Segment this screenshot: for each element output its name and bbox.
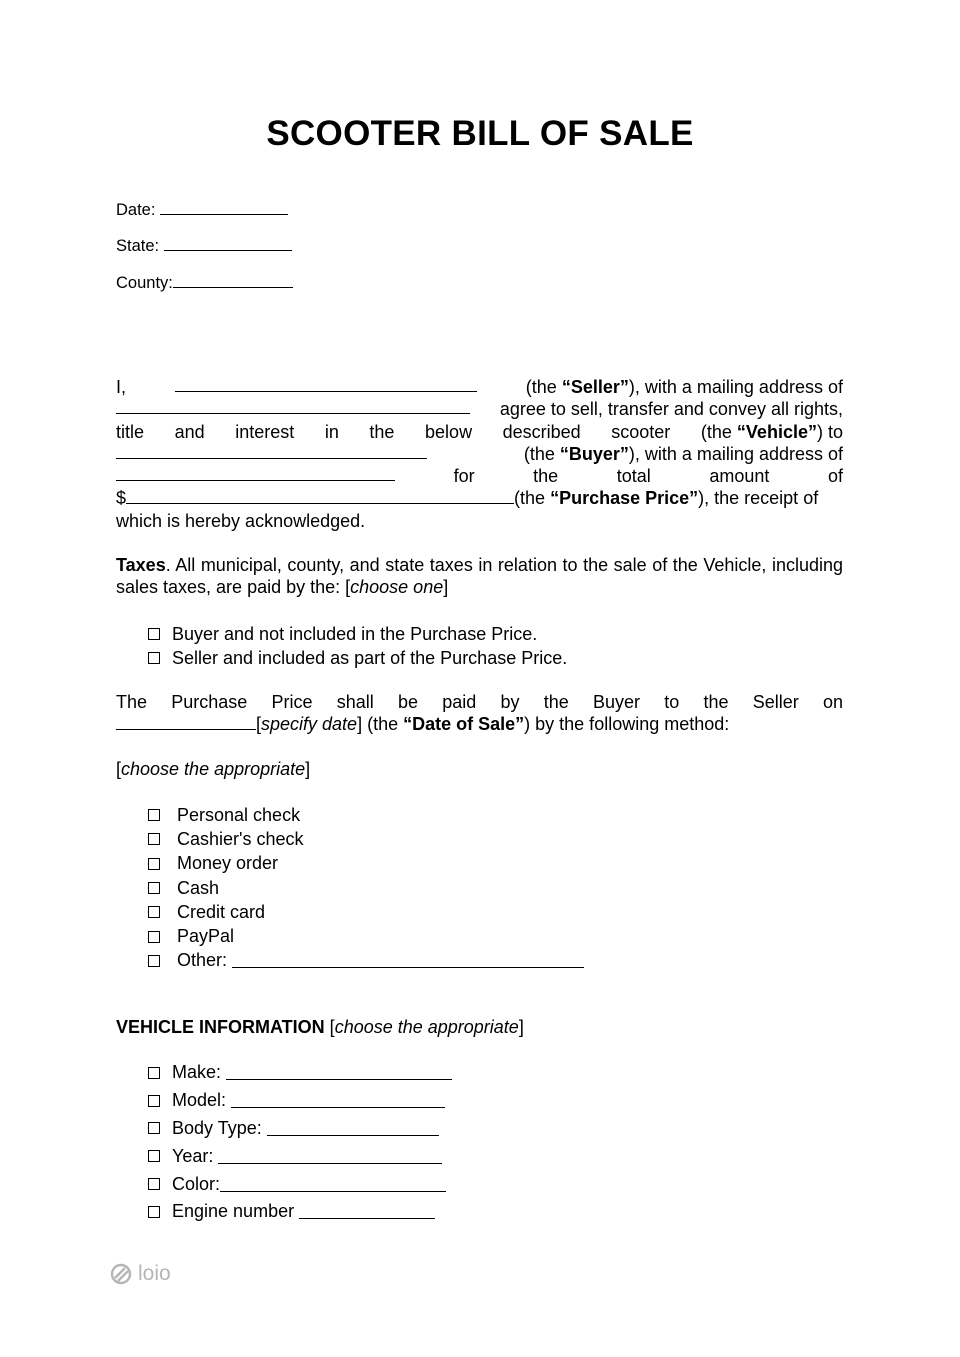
checkbox-icon[interactable] <box>148 882 160 894</box>
buyer-name-blank[interactable] <box>116 443 427 459</box>
vehicle-body-type[interactable]: Body Type: <box>148 1115 452 1143</box>
para-line-2 <box>116 398 843 420</box>
method-credit-card[interactable]: Credit card <box>148 900 584 924</box>
engine-number-blank[interactable] <box>299 1204 435 1219</box>
method-personal-check[interactable]: Personal check <box>148 803 584 827</box>
checkbox-icon[interactable] <box>148 1095 160 1107</box>
vehicle-engine-number[interactable]: Engine number <box>148 1198 452 1226</box>
checkbox-icon[interactable] <box>148 809 160 821</box>
vehicle-clause: (the “Vehicle”) to <box>700 421 843 442</box>
seller-term: “Seller” <box>561 377 629 397</box>
checkbox-icon[interactable] <box>148 652 160 664</box>
para-text-i: I, <box>116 377 127 397</box>
method-cashiers-check[interactable]: Cashier's check <box>148 827 584 851</box>
payment-methods <box>148 803 584 973</box>
buyer-clause: (the “Buyer”), with a mailing address of <box>523 443 843 464</box>
checkbox-icon[interactable] <box>148 955 160 967</box>
buyer-term: “Buyer” <box>559 443 629 464</box>
date-field <box>116 200 288 220</box>
date-blank[interactable] <box>160 200 288 215</box>
choose-instruction: [choose the appropriate] <box>116 759 311 779</box>
vehicle-fields <box>148 1059 452 1226</box>
seller-name-blank[interactable] <box>175 376 477 392</box>
state-field <box>116 236 292 256</box>
vehicle-model[interactable]: Model: <box>148 1087 452 1115</box>
checkbox-icon[interactable] <box>148 628 160 640</box>
method-paypal[interactable]: PayPal <box>148 924 584 948</box>
payment-paragraph <box>116 691 843 736</box>
year-blank[interactable] <box>218 1149 442 1164</box>
payment-line-2: [specify date] (the “Date of Sale”) by the following method: <box>116 713 843 735</box>
color-blank[interactable] <box>220 1177 446 1192</box>
document-title: SCOOTER BILL OF SALE <box>266 114 694 153</box>
sale-date-blank[interactable] <box>116 715 256 730</box>
vehicle-color[interactable]: Color: <box>148 1170 452 1198</box>
buyer-address-blank[interactable] <box>116 465 395 481</box>
vehicle-term: “Vehicle” <box>736 421 817 442</box>
tax-option-buyer[interactable]: Buyer and not included in the Purchase Price. <box>148 622 567 646</box>
para-line-5: for the total amount of <box>116 465 843 487</box>
purchase-price-term: “Purchase Price” <box>550 488 699 509</box>
payment-line-1: The Purchase Price shall be paid by the Buyer to the Seller on <box>116 692 843 712</box>
checkbox-icon[interactable] <box>148 1122 160 1134</box>
agree-text: agree to sell, transfer and convey all rights, <box>499 399 843 420</box>
seller-address-blank[interactable] <box>116 398 470 414</box>
vehicle-year[interactable]: Year: <box>148 1142 452 1170</box>
vehicle-info-heading: VEHICLE INFORMATION [choose the appropriate] <box>116 1017 524 1037</box>
checkbox-icon[interactable] <box>148 833 160 845</box>
checkbox-icon[interactable] <box>148 858 160 870</box>
para-line-7: which is hereby acknowledged. <box>116 510 366 531</box>
method-money-order[interactable]: Money order <box>148 852 584 876</box>
other-method-blank[interactable] <box>232 953 584 968</box>
dollar-sign: $ <box>116 488 127 509</box>
checkbox-icon[interactable] <box>148 931 160 943</box>
para-line-4 <box>116 443 843 465</box>
taxes-options <box>148 622 567 671</box>
checkbox-icon[interactable] <box>148 906 160 918</box>
county-blank[interactable] <box>173 273 293 288</box>
state-blank[interactable] <box>164 236 292 251</box>
para-line-1 <box>116 376 843 398</box>
tax-option-seller[interactable]: Seller and included as part of the Purchase Price. <box>148 646 567 670</box>
make-blank[interactable] <box>226 1065 452 1080</box>
para-line-6: $ (the “Purchase Price”), the receipt of <box>116 488 819 509</box>
loio-logo-icon <box>110 1263 132 1285</box>
method-cash[interactable]: Cash <box>148 876 584 900</box>
checkbox-icon[interactable] <box>148 1178 160 1190</box>
para-line-3: title and interest in the below described scooter (the “Vehicle”) to <box>116 421 843 442</box>
method-other[interactable]: Other: <box>148 949 584 973</box>
date-of-sale-term: “Date of Sale” <box>403 714 525 735</box>
checkbox-icon[interactable] <box>148 1206 160 1218</box>
taxes-paragraph: Taxes. All municipal, county, and state taxes in relation to the sale of the Vehicle, including sales taxes, are paid by the: [choose one] <box>116 555 843 598</box>
taxes-heading: Taxes <box>116 555 166 575</box>
checkbox-icon[interactable] <box>148 1067 160 1079</box>
body-type-blank[interactable] <box>267 1121 439 1136</box>
model-blank[interactable] <box>231 1093 445 1108</box>
seller-clause: (the “Seller”), with a mailing address of <box>525 377 843 397</box>
logo-text: loio <box>138 1262 171 1285</box>
vehicle-make[interactable]: Make: <box>148 1059 452 1087</box>
checkbox-icon[interactable] <box>148 1150 160 1162</box>
date-label: Date: <box>116 201 156 219</box>
loio-logo <box>110 1262 171 1286</box>
state-label: State: <box>116 237 160 255</box>
county-label: County: <box>116 274 173 292</box>
county-field <box>116 273 293 293</box>
price-blank[interactable] <box>126 488 514 504</box>
sale-paragraph <box>116 376 843 532</box>
